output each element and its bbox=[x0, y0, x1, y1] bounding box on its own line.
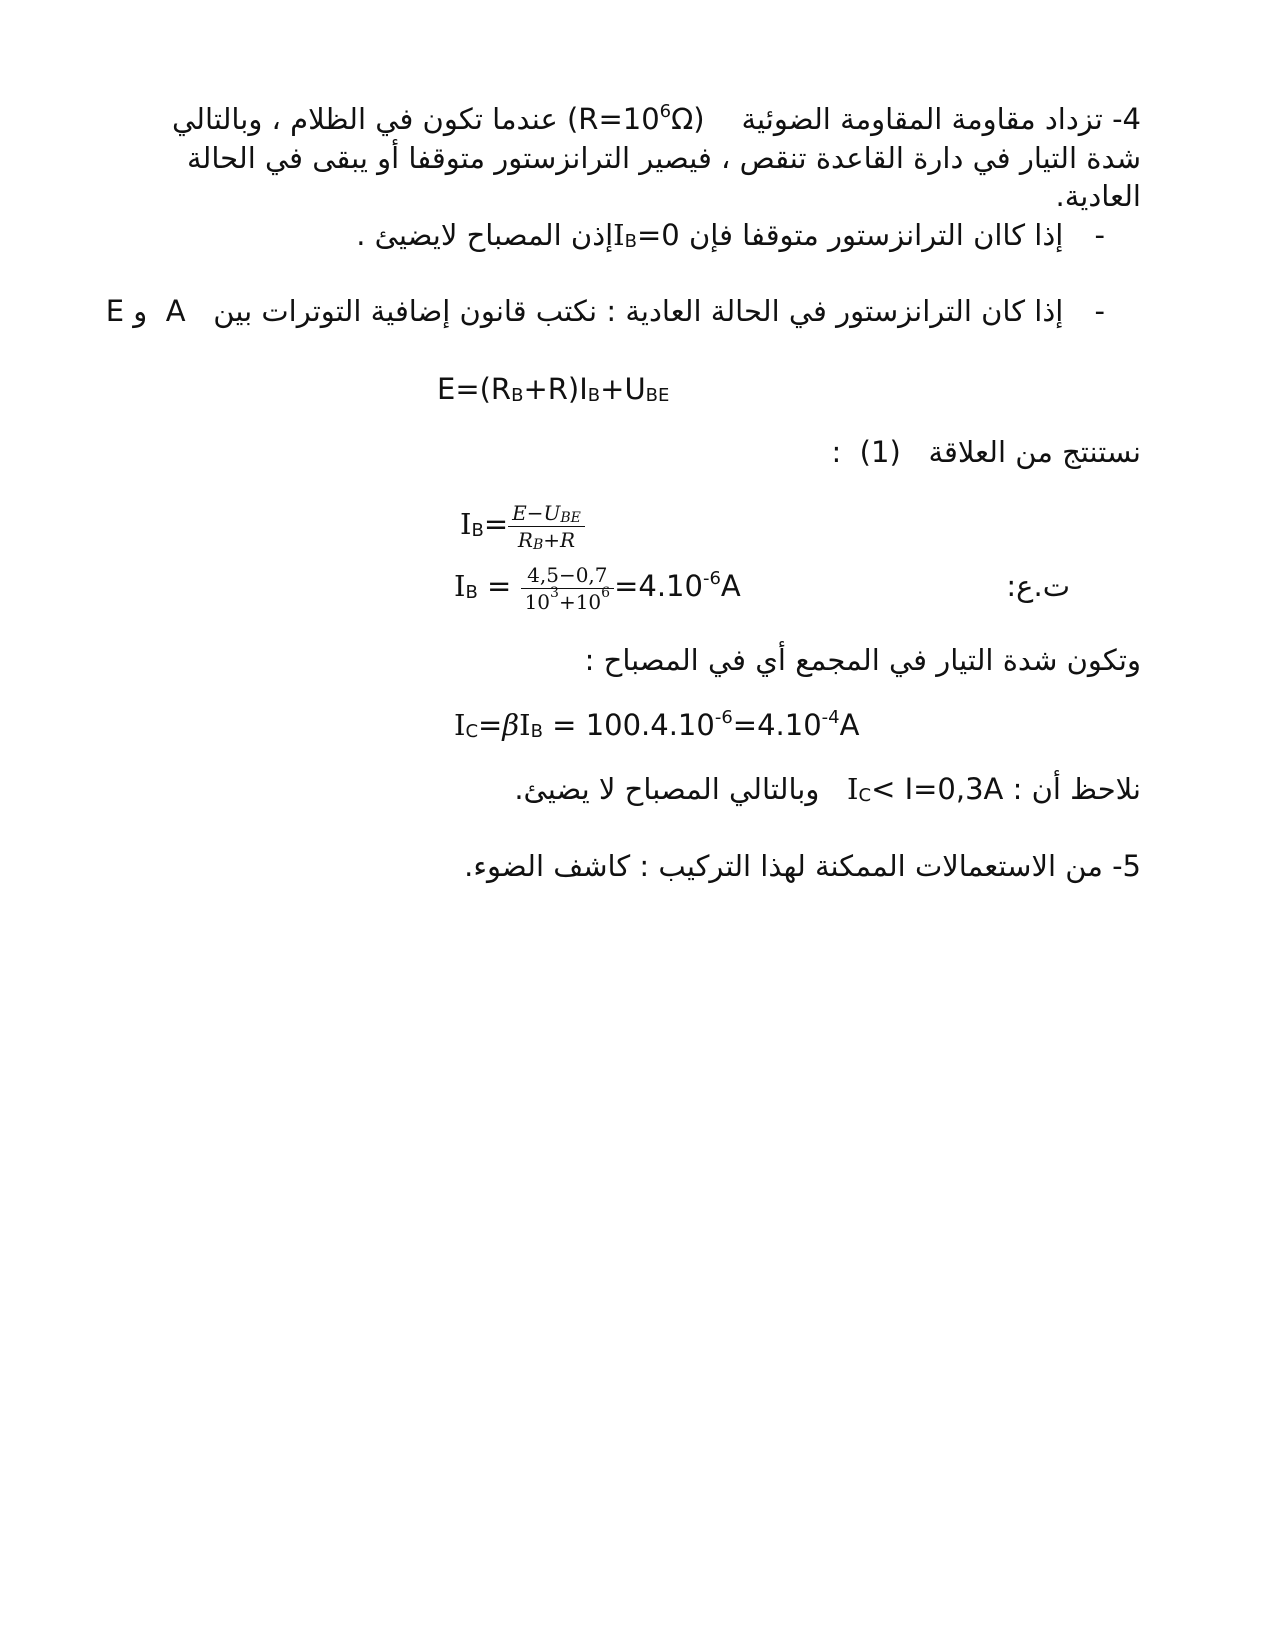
ib-numeric-denominator: $10^3+10^6$ bbox=[524, 584, 611, 614]
ic-comparison: $I_C< I=0,3A$ bbox=[847, 772, 1004, 806]
equation-ib-numeric: $I_B$ = $\frac{4,5-0,7}{10^3+10^6}$ $=4.10^{-6}A$ bbox=[454, 562, 741, 614]
bullet1-text-a: إذا كاان الترانزستور متوقفا فإن bbox=[688, 218, 1064, 252]
bullet-dash: - bbox=[1094, 294, 1105, 328]
bullet2-text: إذا كان الترانزستور في الحالة العادية : نكتب قانون إضافية التوترات بين bbox=[213, 294, 1064, 328]
bullet1-text-b: إذن المصباح لايضيئ . bbox=[356, 218, 614, 252]
bullet2-wa: و bbox=[133, 294, 148, 328]
ib-numeric-numerator: 4,5−0,7 bbox=[521, 562, 615, 589]
para4-line1-start: 4- تزداد مقاومة المقاومة الضوئية bbox=[741, 102, 1141, 136]
deduce-colon: : bbox=[831, 435, 842, 469]
observe-text-a: نلاحظ أن : bbox=[1012, 772, 1141, 806]
ib-fraction-numerator: $E-U_{BE}$ bbox=[508, 500, 585, 527]
ib-fraction-denominator: $R_B+R$ bbox=[517, 527, 576, 553]
bullet-dash: - bbox=[1094, 218, 1105, 252]
ib-fraction bbox=[508, 500, 585, 553]
para4-line2: شدة التيار في دارة القاعدة تنقص ، فيصير الترانزستور متوقفا أو يبقى في الحالة bbox=[186, 141, 1141, 175]
para4-line3: العادية. bbox=[1055, 179, 1141, 213]
para4-line1 bbox=[172, 101, 1141, 137]
bullet2-a: A bbox=[165, 294, 186, 328]
equation-ib-formula: $I_B=$ $\frac{E-U_{BE}}{R_B+R}$ bbox=[460, 494, 585, 554]
observe-text-b: وبالتالي المصباح لا يضيئ. bbox=[514, 772, 820, 806]
para4-line1-rest: عندما تكون في الظلام ، وبالتالي bbox=[171, 102, 558, 136]
resistance-formula: $(R=10^6\Omega)$ bbox=[566, 101, 705, 136]
deduce-text: نستنتج من العلاقة bbox=[928, 435, 1141, 469]
deduce-line bbox=[831, 434, 1141, 470]
numeric-application-label: ت.ع: bbox=[1006, 569, 1070, 603]
ib-numeric-fraction bbox=[521, 562, 615, 615]
ib-zero-formula: $I_B=0$ bbox=[613, 218, 680, 252]
equation-ic: $I_C=\beta I_B = 100.4.10^{-6}=4.10^{-4}A$ bbox=[454, 707, 860, 742]
bullet-item-transistor-off bbox=[356, 217, 1105, 253]
observation-line bbox=[514, 771, 1141, 807]
deduce-ref: (1) bbox=[859, 435, 901, 469]
bullet2-e: E bbox=[105, 294, 125, 328]
equation-voltage-law: $E=(R_B+R)I_B+U_{BE}$ bbox=[437, 372, 670, 406]
collector-intro: وتكون شدة التيار في المجمع أي في المصباح : bbox=[584, 643, 1141, 677]
bullet-item-transistor-normal bbox=[106, 293, 1105, 329]
para5: 5- من الاستعمالات الممكنة لهذا التركيب : كاشف الضوء. bbox=[464, 849, 1141, 883]
